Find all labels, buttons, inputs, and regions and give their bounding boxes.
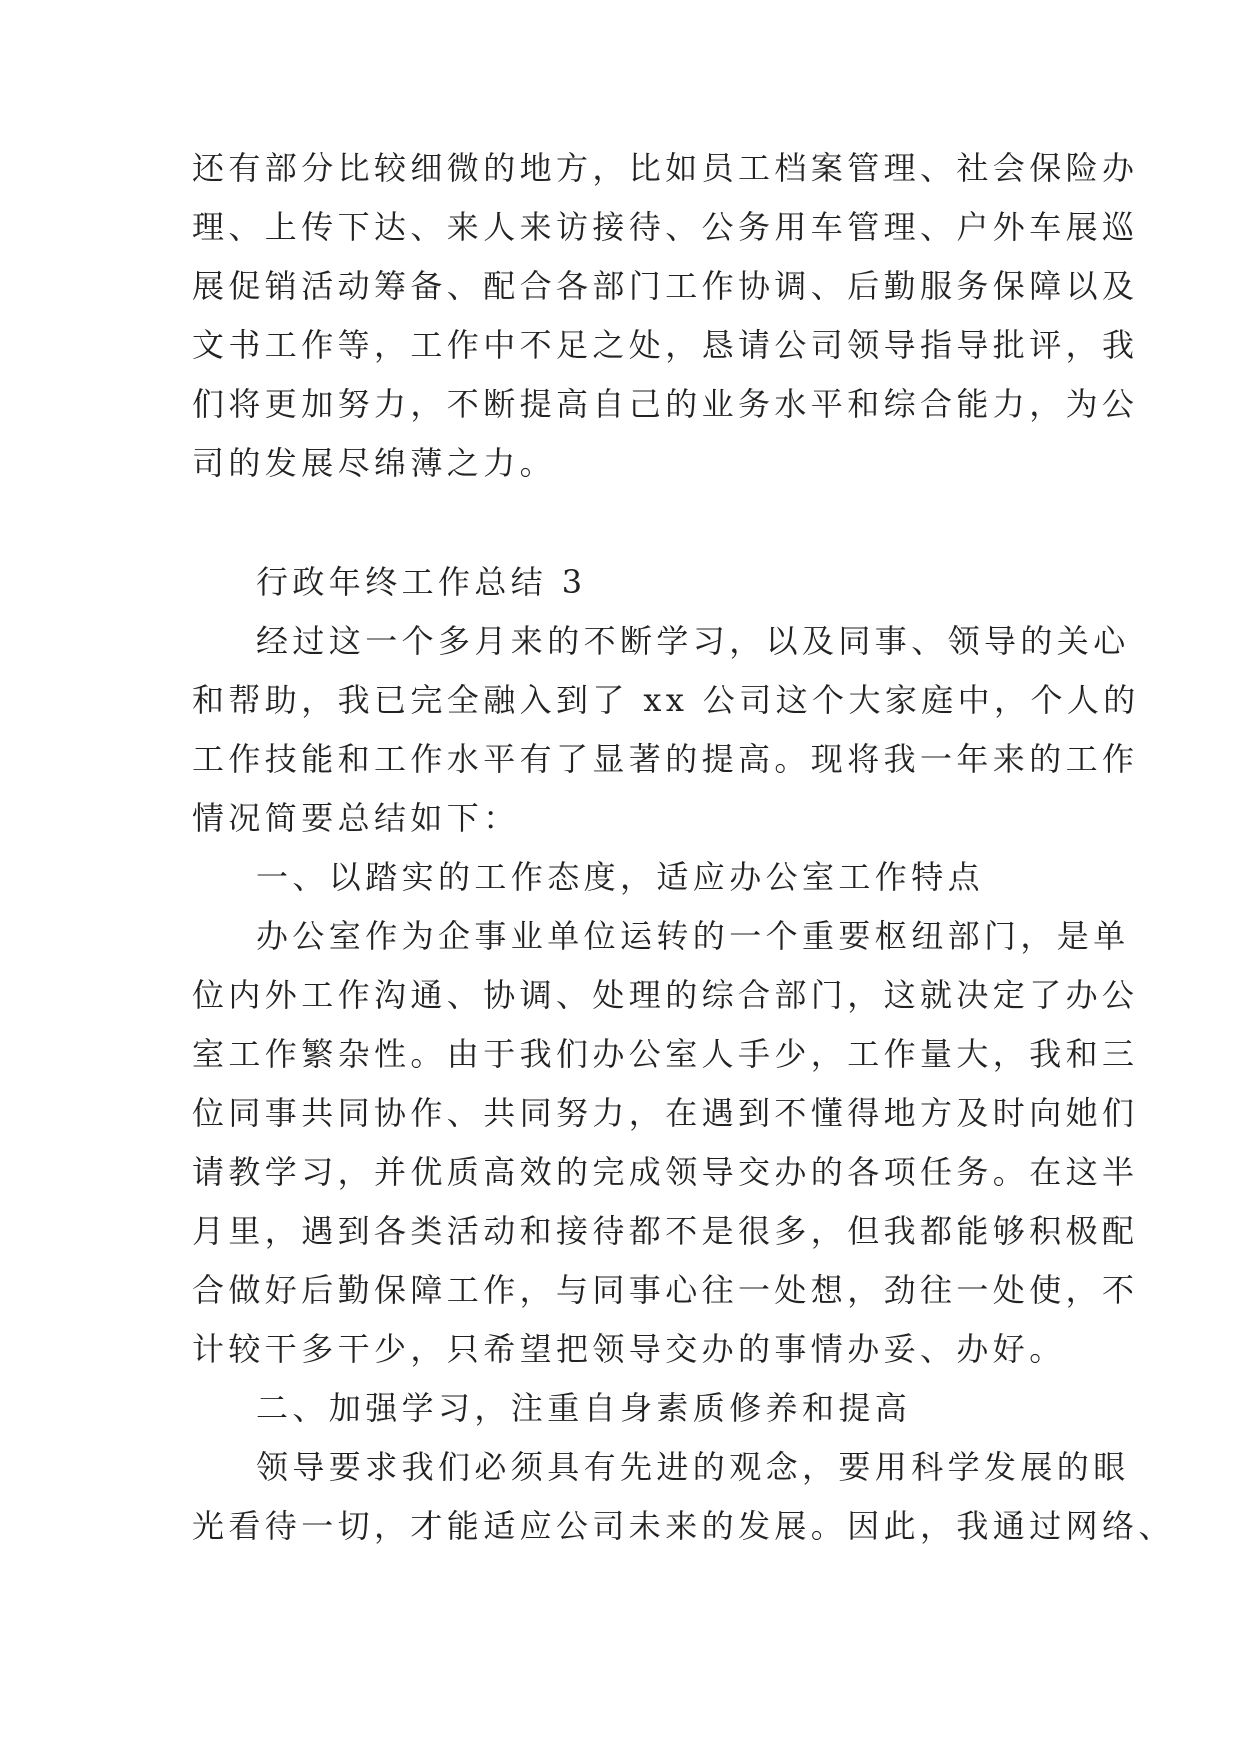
body-text-line: 工作技能和工作水平有了显著的提高。现将我一年来的工作 bbox=[192, 740, 1139, 778]
body-text-line: 月里，遇到各类活动和接待都不是很多，但我都能够积极配 bbox=[192, 1212, 1139, 1250]
body-text-line: 办公室作为企事业单位运转的一个重要枢纽部门，是单 bbox=[256, 917, 1130, 955]
body-text-line: 司的发展尽绵薄之力。 bbox=[192, 444, 557, 482]
body-text-line: 文书工作等，工作中不足之处，恳请公司领导指导批评，我 bbox=[192, 326, 1139, 364]
body-text-line: 请教学习，并优质高效的完成领导交办的各项任务。在这半 bbox=[192, 1153, 1139, 1191]
body-text-line: 室工作繁杂性。由于我们办公室人手少，工作量大，我和三 bbox=[192, 1035, 1139, 1073]
body-text-line: 情况简要总结如下： bbox=[192, 799, 520, 837]
body-text-line: 合做好后勤保障工作，与同事心往一处想，劲往一处使，不 bbox=[192, 1271, 1139, 1309]
subheading-2: 二、加强学习，注重自身素质修养和提高 bbox=[256, 1389, 912, 1427]
body-text-line: 展促销活动筹备、配合各部门工作协调、后勤服务保障以及 bbox=[192, 267, 1139, 305]
body-text-line: 位同事共同协作、共同努力，在遇到不懂得地方及时向她们 bbox=[192, 1094, 1139, 1132]
body-text-line: 领导要求我们必须具有先进的观念，要用科学发展的眼 bbox=[256, 1448, 1130, 1486]
subheading-1: 一、以踏实的工作态度，适应办公室工作特点 bbox=[256, 858, 985, 896]
section-title: 行政年终工作总结 3 bbox=[256, 563, 587, 601]
body-text-line: 光看待一切，才能适应公司未来的发展。因此，我通过网络、 bbox=[192, 1507, 1175, 1545]
body-text-line: 经过这一个多月来的不断学习，以及同事、领导的关心 bbox=[256, 622, 1130, 660]
body-text-line: 还有部分比较细微的地方，比如员工档案管理、社会保险办 bbox=[192, 149, 1139, 187]
body-text-line: 们将更加努力，不断提高自己的业务水平和综合能力，为公 bbox=[192, 385, 1139, 423]
body-text-line: 计较干多干少，只希望把领导交办的事情办妥、办好。 bbox=[192, 1330, 1066, 1368]
body-text-line: 理、上传下达、来人来访接待、公务用车管理、户外车展巡 bbox=[192, 208, 1139, 246]
body-text-line: 位内外工作沟通、协调、处理的综合部门，这就决定了办公 bbox=[192, 976, 1139, 1014]
body-text-line: 和帮助，我已完全融入到了 xx 公司这个大家庭中，个人的 bbox=[192, 681, 1140, 719]
